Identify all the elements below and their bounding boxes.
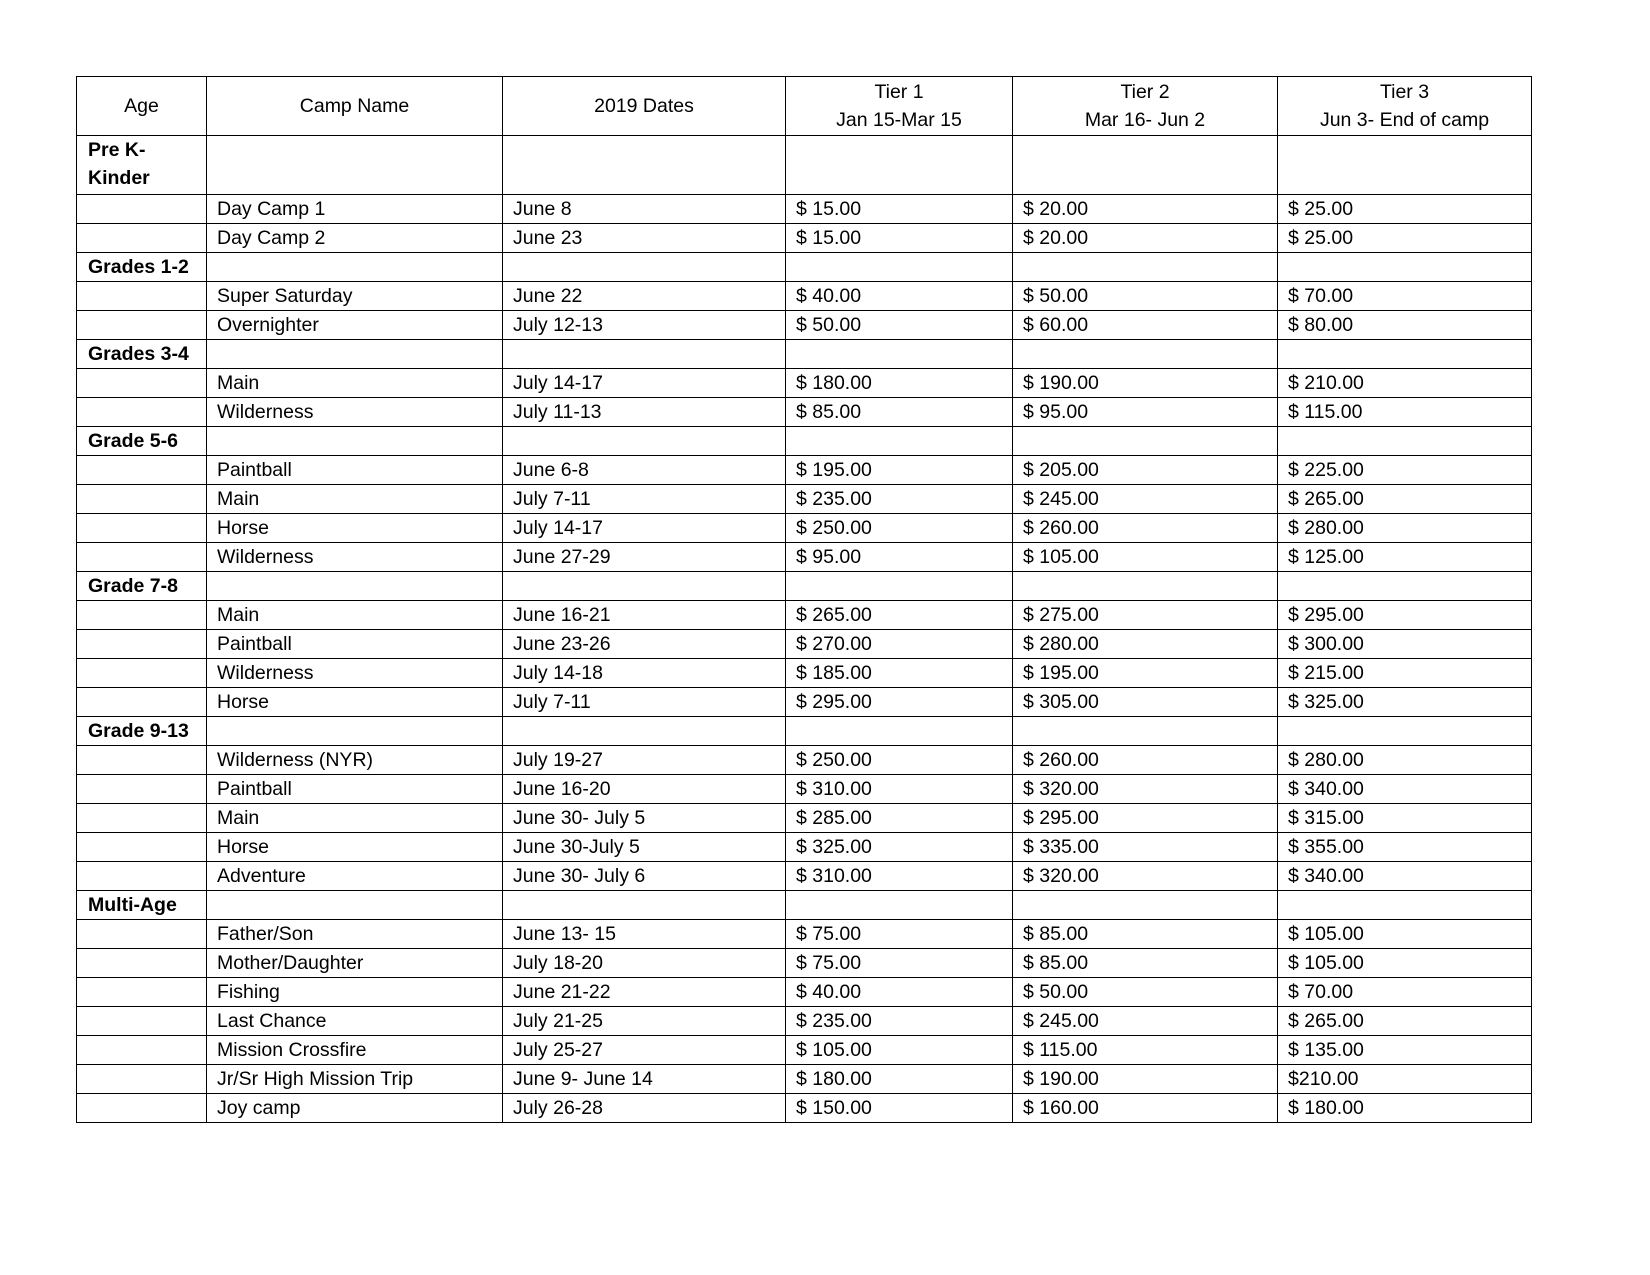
tier-3-price-cell: $ 215.00 [1278,659,1532,688]
tier-1-price-cell: $ 40.00 [786,978,1013,1007]
tier-3-price-cell: $ 105.00 [1278,920,1532,949]
camp-name-cell: Wilderness [207,659,503,688]
camp-name-cell: Day Camp 1 [207,195,503,224]
table-row [77,485,1532,514]
camp-dates-cell: June 30- July 6 [503,862,786,891]
tier-3-price-cell: $ 70.00 [1278,282,1532,311]
camp-name-cell: Mother/Daughter [207,949,503,978]
tier-2-price-cell: $ 20.00 [1013,224,1278,253]
camp-name-cell: Main [207,601,503,630]
tier-2-price-cell: $ 320.00 [1013,862,1278,891]
header-tier-1-label: Tier 1 [874,81,924,103]
camp-dates-cell: July 21-25 [503,1007,786,1036]
empty-cell [1278,572,1532,601]
tier-3-price-cell: $ 300.00 [1278,630,1532,659]
tier-3-price-cell: $ 340.00 [1278,862,1532,891]
tier-3-price-cell: $ 135.00 [1278,1036,1532,1065]
table-row [77,920,1532,949]
tier-2-price-cell: $ 85.00 [1013,949,1278,978]
camp-dates-cell: June 8 [503,195,786,224]
tier-1-price-cell: $ 150.00 [786,1094,1013,1123]
camp-name-cell: Joy camp [207,1094,503,1123]
camp-name-cell: Main [207,369,503,398]
empty-age-cell [77,311,207,340]
table-row [77,862,1532,891]
tier-1-price-cell: $ 50.00 [786,311,1013,340]
age-group-label: Grades 3-4 [77,340,207,369]
tier-1-price-cell: $ 265.00 [786,601,1013,630]
empty-cell [1013,572,1278,601]
camp-name-cell: Jr/Sr High Mission Trip [207,1065,503,1094]
tier-2-price-cell: $ 275.00 [1013,601,1278,630]
empty-cell [503,572,786,601]
camp-dates-cell: June 27-29 [503,543,786,572]
tier-2-price-cell: $ 60.00 [1013,311,1278,340]
tier-3-price-cell: $ 115.00 [1278,398,1532,427]
tier-2-price-cell: $ 95.00 [1013,398,1278,427]
tier-2-price-cell: $ 305.00 [1013,688,1278,717]
tier-3-price-cell: $ 325.00 [1278,688,1532,717]
empty-cell [786,253,1013,282]
empty-cell [503,427,786,456]
empty-age-cell [77,630,207,659]
tier-1-price-cell: $ 235.00 [786,485,1013,514]
tier-2-price-cell: $ 245.00 [1013,485,1278,514]
empty-age-cell [77,1007,207,1036]
camp-name-cell: Horse [207,688,503,717]
empty-cell [207,717,503,746]
tier-2-price-cell: $ 335.00 [1013,833,1278,862]
camp-pricing-table [76,76,1532,1123]
table-row [77,949,1532,978]
empty-cell [1278,253,1532,282]
empty-age-cell [77,195,207,224]
age-group-label: Grade 7-8 [77,572,207,601]
empty-age-cell [77,1094,207,1123]
camp-dates-cell: July 14-17 [503,369,786,398]
empty-cell [1278,136,1532,195]
tier-1-price-cell: $ 310.00 [786,775,1013,804]
camp-name-cell: Mission Crossfire [207,1036,503,1065]
empty-age-cell [77,804,207,833]
camp-name-cell: Horse [207,833,503,862]
tier-1-price-cell: $ 285.00 [786,804,1013,833]
empty-age-cell [77,514,207,543]
empty-cell [503,136,786,195]
empty-age-cell [77,775,207,804]
header-tier-1 [786,77,1013,136]
camp-dates-cell: June 9- June 14 [503,1065,786,1094]
empty-age-cell [77,485,207,514]
camp-name-cell: Paintball [207,456,503,485]
header-dates: 2019 Dates [503,77,786,136]
tier-1-price-cell: $ 75.00 [786,920,1013,949]
camp-name-cell: Adventure [207,862,503,891]
tier-3-price-cell: $ 315.00 [1278,804,1532,833]
tier-1-price-cell: $ 15.00 [786,224,1013,253]
empty-age-cell [77,949,207,978]
camp-dates-cell: June 30- July 5 [503,804,786,833]
table-row [77,514,1532,543]
tier-2-price-cell: $ 20.00 [1013,195,1278,224]
empty-cell [786,340,1013,369]
camp-dates-cell: June 23 [503,224,786,253]
tier-1-price-cell: $ 40.00 [786,282,1013,311]
camp-dates-cell: July 14-18 [503,659,786,688]
empty-age-cell [77,224,207,253]
empty-cell [1013,253,1278,282]
tier-2-price-cell: $ 115.00 [1013,1036,1278,1065]
camp-name-cell: Fishing [207,978,503,1007]
tier-2-price-cell: $ 260.00 [1013,514,1278,543]
empty-age-cell [77,456,207,485]
camp-dates-cell: June 16-20 [503,775,786,804]
camp-name-cell: Main [207,485,503,514]
table-row [77,746,1532,775]
table-row [77,804,1532,833]
empty-age-cell [77,369,207,398]
age-group-label: Grade 9-13 [77,717,207,746]
table-row [77,282,1532,311]
empty-cell [786,717,1013,746]
empty-age-cell [77,920,207,949]
empty-cell [1013,717,1278,746]
camp-name-cell: Super Saturday [207,282,503,311]
camp-dates-cell: July 12-13 [503,311,786,340]
empty-cell [1013,427,1278,456]
tier-3-price-cell: $ 25.00 [1278,224,1532,253]
camp-name-cell: Day Camp 2 [207,224,503,253]
age-group-label: Pre K- Kinder [77,136,207,195]
tier-2-price-cell: $ 205.00 [1013,456,1278,485]
empty-cell [786,891,1013,920]
table-row [77,456,1532,485]
empty-age-cell [77,601,207,630]
tier-3-price-cell: $ 210.00 [1278,369,1532,398]
empty-cell [1278,891,1532,920]
age-group-row [77,572,1532,601]
header-tier-2-label: Tier 2 [1120,81,1170,103]
camp-name-cell: Horse [207,514,503,543]
camp-dates-cell: June 30-July 5 [503,833,786,862]
empty-cell [207,136,503,195]
tier-2-price-cell: $ 50.00 [1013,282,1278,311]
tier-3-price-cell: $ 265.00 [1278,485,1532,514]
camp-name-cell: Paintball [207,775,503,804]
tier-2-price-cell: $ 320.00 [1013,775,1278,804]
empty-cell [207,891,503,920]
table-row [77,1036,1532,1065]
tier-3-price-cell: $ 225.00 [1278,456,1532,485]
table-row [77,195,1532,224]
table-row [77,659,1532,688]
camp-name-cell: Main [207,804,503,833]
header-age: Age [77,77,207,136]
tier-1-price-cell: $ 195.00 [786,456,1013,485]
tier-3-price-cell: $ 125.00 [1278,543,1532,572]
camp-dates-cell: July 11-13 [503,398,786,427]
empty-age-cell [77,659,207,688]
age-group-row [77,340,1532,369]
tier-1-price-cell: $ 180.00 [786,369,1013,398]
empty-age-cell [77,978,207,1007]
table-row [77,601,1532,630]
tier-1-price-cell: $ 75.00 [786,949,1013,978]
tier-2-price-cell: $ 105.00 [1013,543,1278,572]
empty-age-cell [77,1065,207,1094]
age-group-label: Grades 1-2 [77,253,207,282]
table-row [77,630,1532,659]
header-tier-1-range: Jan 15-Mar 15 [836,109,962,131]
header-tier-3-range: Jun 3- End of camp [1319,109,1490,131]
table-body [77,136,1532,1123]
tier-3-price-cell: $ 180.00 [1278,1094,1532,1123]
tier-2-price-cell: $ 295.00 [1013,804,1278,833]
tier-2-price-cell: $ 190.00 [1013,1065,1278,1094]
table-row [77,688,1532,717]
empty-cell [207,572,503,601]
tier-1-price-cell: $ 85.00 [786,398,1013,427]
tier-3-price-cell: $ 70.00 [1278,978,1532,1007]
header-tier-2 [1013,77,1278,136]
camp-name-cell: Paintball [207,630,503,659]
age-group-row [77,253,1532,282]
header-tier-2-range: Mar 16- Jun 2 [1084,109,1206,131]
tier-2-price-cell: $ 50.00 [1013,978,1278,1007]
camp-dates-cell: July 18-20 [503,949,786,978]
empty-cell [1013,136,1278,195]
empty-age-cell [77,543,207,572]
empty-cell [503,891,786,920]
table-header [77,77,1532,136]
empty-cell [1278,427,1532,456]
tier-3-price-cell: $ 265.00 [1278,1007,1532,1036]
tier-1-price-cell: $ 95.00 [786,543,1013,572]
tier-2-price-cell: $ 195.00 [1013,659,1278,688]
empty-cell [503,717,786,746]
age-group-row [77,891,1532,920]
camp-dates-cell: July 25-27 [503,1036,786,1065]
empty-age-cell [77,746,207,775]
header-tier-3-label: Tier 3 [1379,81,1430,103]
table-row [77,1007,1532,1036]
empty-cell [1278,340,1532,369]
camp-name-cell: Wilderness (NYR) [207,746,503,775]
tier-1-price-cell: $ 270.00 [786,630,1013,659]
tier-2-price-cell: $ 190.00 [1013,369,1278,398]
header-tier-3 [1278,77,1532,136]
table-row [77,1065,1532,1094]
tier-3-price-cell: $210.00 [1278,1065,1532,1094]
tier-3-price-cell: $ 25.00 [1278,195,1532,224]
empty-cell [503,253,786,282]
camp-dates-cell: July 19-27 [503,746,786,775]
tier-3-price-cell: $ 340.00 [1278,775,1532,804]
empty-cell [207,340,503,369]
empty-age-cell [77,833,207,862]
tier-1-price-cell: $ 235.00 [786,1007,1013,1036]
age-group-label: Multi-Age [77,891,207,920]
tier-3-price-cell: $ 280.00 [1278,746,1532,775]
camp-name-cell: Last Chance [207,1007,503,1036]
tier-1-price-cell: $ 250.00 [786,746,1013,775]
tier-3-price-cell: $ 80.00 [1278,311,1532,340]
tier-1-price-cell: $ 295.00 [786,688,1013,717]
table-row [77,775,1532,804]
tier-1-price-cell: $ 310.00 [786,862,1013,891]
camp-dates-cell: June 13- 15 [503,920,786,949]
header-row [77,77,1532,136]
empty-age-cell [77,398,207,427]
tier-1-price-cell: $ 325.00 [786,833,1013,862]
empty-cell [786,136,1013,195]
age-group-label: Grade 5-6 [77,427,207,456]
tier-3-price-cell: $ 295.00 [1278,601,1532,630]
camp-dates-cell: July 7-11 [503,688,786,717]
camp-dates-cell: June 21-22 [503,978,786,1007]
tier-3-price-cell: $ 280.00 [1278,514,1532,543]
tier-2-price-cell: $ 280.00 [1013,630,1278,659]
empty-cell [207,427,503,456]
header-camp-name: Camp Name [207,77,503,136]
table-row [77,543,1532,572]
camp-name-cell: Wilderness [207,398,503,427]
table-row [77,369,1532,398]
camp-dates-cell: July 14-17 [503,514,786,543]
tier-1-price-cell: $ 250.00 [786,514,1013,543]
empty-cell [503,340,786,369]
empty-cell [786,427,1013,456]
empty-cell [1013,891,1278,920]
tier-1-price-cell: $ 180.00 [786,1065,1013,1094]
tier-1-price-cell: $ 15.00 [786,195,1013,224]
empty-age-cell [77,862,207,891]
age-group-row [77,136,1532,195]
table-row [77,398,1532,427]
tier-2-price-cell: $ 260.00 [1013,746,1278,775]
camp-dates-cell: June 6-8 [503,456,786,485]
tier-2-price-cell: $ 245.00 [1013,1007,1278,1036]
empty-age-cell [77,282,207,311]
empty-cell [1013,340,1278,369]
table-row [77,978,1532,1007]
camp-dates-cell: June 22 [503,282,786,311]
table-row [77,1094,1532,1123]
empty-cell [207,253,503,282]
age-group-row [77,717,1532,746]
camp-dates-cell: June 16-21 [503,601,786,630]
camp-name-cell: Father/Son [207,920,503,949]
table-row [77,224,1532,253]
empty-cell [1278,717,1532,746]
tier-2-price-cell: $ 160.00 [1013,1094,1278,1123]
empty-cell [786,572,1013,601]
age-group-row [77,427,1532,456]
table-row [77,833,1532,862]
camp-dates-cell: July 26-28 [503,1094,786,1123]
tier-3-price-cell: $ 105.00 [1278,949,1532,978]
tier-3-price-cell: $ 355.00 [1278,833,1532,862]
empty-age-cell [77,688,207,717]
table-row [77,311,1532,340]
empty-age-cell [77,1036,207,1065]
camp-dates-cell: July 7-11 [503,485,786,514]
tier-1-price-cell: $ 185.00 [786,659,1013,688]
camp-name-cell: Overnighter [207,311,503,340]
tier-2-price-cell: $ 85.00 [1013,920,1278,949]
tier-1-price-cell: $ 105.00 [786,1036,1013,1065]
camp-dates-cell: June 23-26 [503,630,786,659]
camp-name-cell: Wilderness [207,543,503,572]
